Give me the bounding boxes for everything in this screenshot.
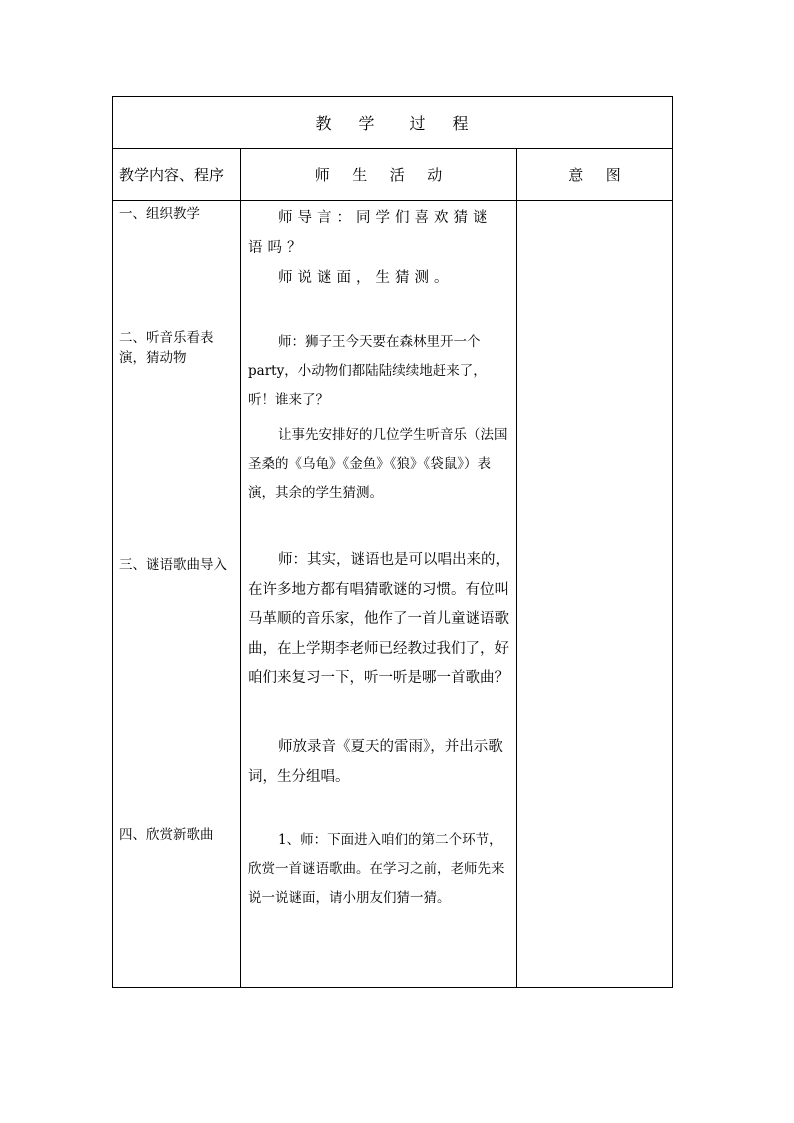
header-char: 生 [352, 166, 368, 184]
section-label: 三、谜语歌曲导入 [119, 557, 227, 573]
header-char: 意 [568, 166, 584, 184]
activity-paragraph: 师：狮子王今天要在森林里开一个party，小动物们都陆陆续续地赶来了，听！谁来了？ [248, 334, 487, 408]
table-title [113, 97, 673, 149]
activity-paragraph: 师导言：同学们喜欢猜谜语吗？ [248, 210, 493, 256]
header-teacher-student-activity [241, 149, 517, 201]
title-char: 程 [452, 114, 470, 133]
header-char: 图 [605, 166, 621, 184]
header-char: 师 [314, 166, 330, 184]
title-char: 过 [409, 114, 427, 133]
intent-column [517, 201, 673, 988]
title-char: 学 [358, 114, 376, 133]
lesson-plan-table [112, 96, 673, 988]
activity-column [241, 201, 517, 988]
title-char: 教 [315, 114, 333, 133]
header-char: 活 [389, 166, 405, 184]
header-intent [517, 149, 673, 201]
activity-paragraph: 师放录音《夏天的雷雨》，并出示歌词，生分组唱。 [248, 739, 503, 785]
content-column [113, 201, 241, 988]
section-label: 二、听音乐看表演，猜动物 [119, 330, 214, 366]
section-label: 一、组织教学 [119, 206, 200, 222]
activity-paragraph: 让事先安排好的几位学生听音乐（法国圣桑的《乌龟》《金鱼》《狼》《袋鼠》）表演，其余的学生猜测。 [248, 427, 508, 501]
header-char: 动 [427, 166, 443, 184]
section-label: 四、欣赏新歌曲 [119, 827, 214, 843]
header-content-procedure [113, 149, 241, 201]
activity-paragraph: 师说谜面，生猜测。 [278, 270, 454, 286]
header-content-label: 教学内容、程序 [119, 166, 225, 184]
activity-paragraph: 师：其实，谜语也是可以唱出来的，在许多地方都有唱猜歌谜的习惯。有位叫马革顺的音乐家，他作了一首儿童谜语歌曲，在上学期李老师已经教过我们了，好咱们来复习一下，听一听是哪一首歌曲？ [248, 552, 510, 686]
activity-paragraph: 1、师：下面进入咱们的第二个环节，欣赏一首谜语歌曲。在学习之前，老师先来说一说谜面，请小朋友们猜一猜。 [248, 832, 505, 906]
